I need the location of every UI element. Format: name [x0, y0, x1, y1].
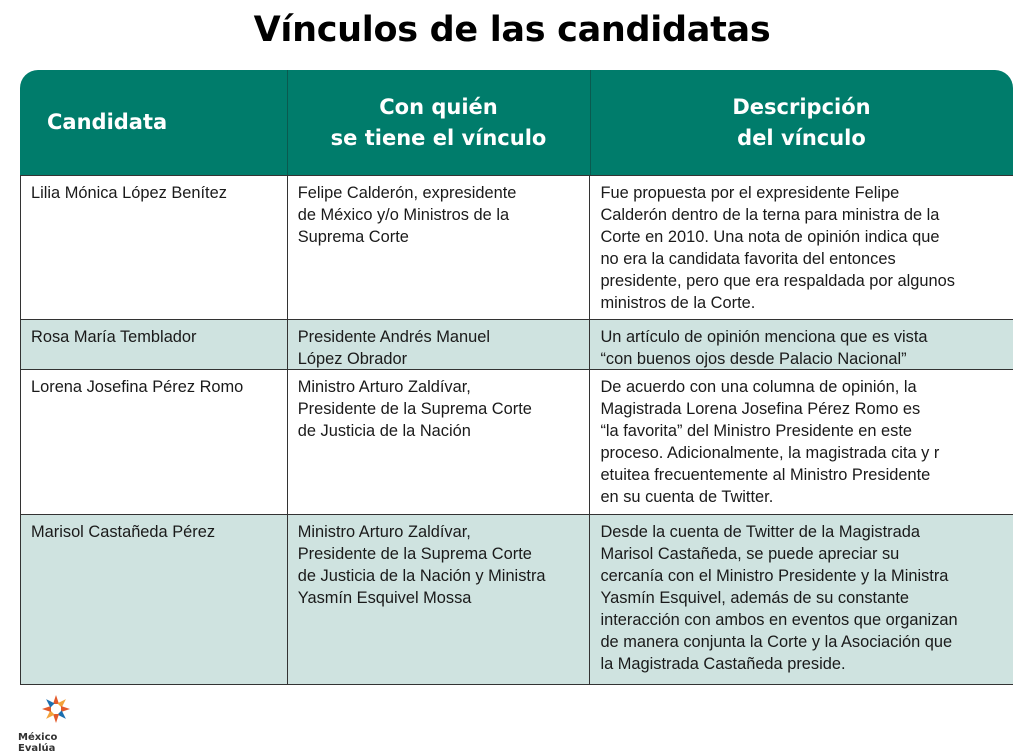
cell-descripcion: Desde la cuenta de Twitter de la Magistrada Marisol Castañeda, se puede apreciar su cercanía con el Ministro Presidente y la Ministra Yasmín Esquivel, además de su constante interacción con ambos en eventos que organizan de manera conjunta la Corte y la Asociación que la Magistrada Castañeda preside.	[600, 523, 958, 673]
cell-vinculo: Felipe Calderón, expresidente de México y/o Ministros de la Suprema Corte	[288, 176, 591, 319]
cell-vinculo: Ministro Arturo Zaldívar, Presidente de la Suprema Corte de Justicia de la Nación	[288, 370, 591, 514]
table-body	[20, 175, 1013, 685]
table-row	[21, 369, 1013, 514]
cell-candidata: Marisol Castañeda Pérez	[21, 515, 288, 684]
header-candidata: Candidata	[47, 110, 168, 134]
table-row	[21, 514, 1013, 684]
cell-candidata: Lorena Josefina Pérez Romo	[21, 370, 288, 514]
header-descripcion: Descripción del vínculo	[732, 94, 871, 150]
candidates-table	[20, 70, 1013, 685]
mexico-evalua-star-icon	[40, 693, 72, 725]
cell-candidata: Rosa María Temblador	[21, 320, 288, 369]
cell-descripcion: Fue propuesta por el expresidente Felipe Calderón dentro de la terna para ministra de la Corte en 2010. Una nota de opinión indica que no era la candidata favorita del entonces presidente, pero que era respaldada por algunos ministros de la Corte.	[600, 184, 955, 312]
table-header	[20, 70, 1013, 175]
cell-descripcion: Un artículo de opinión menciona que es vista “con buenos ojos desde Palacio Nacional”	[600, 328, 928, 368]
table-row	[21, 175, 1013, 319]
logo	[18, 693, 98, 753]
table-row	[21, 319, 1013, 369]
header-vinculo: Con quién se tiene el vínculo	[330, 94, 547, 150]
logo-text: México Evalúa	[18, 732, 58, 754]
cell-candidata: Lilia Mónica López Benítez	[21, 176, 288, 319]
cell-descripcion: De acuerdo con una columna de opinión, la Magistrada Lorena Josefina Pérez Romo es “la favorita” del Ministro Presidente en este proceso. Adicionalmente, la magistrada cita y r etuitea frecuentemente al Ministro Presidente en su cuenta de Twitter.	[600, 378, 940, 506]
cell-vinculo: Ministro Arturo Zaldívar, Presidente de la Suprema Corte de Justicia de la Nación y Ministra Yasmín Esquivel Mossa	[288, 515, 591, 684]
cell-vinculo: Presidente Andrés Manuel López Obrador	[288, 320, 591, 369]
page-title: Vínculos de las candidatas	[253, 10, 771, 50]
